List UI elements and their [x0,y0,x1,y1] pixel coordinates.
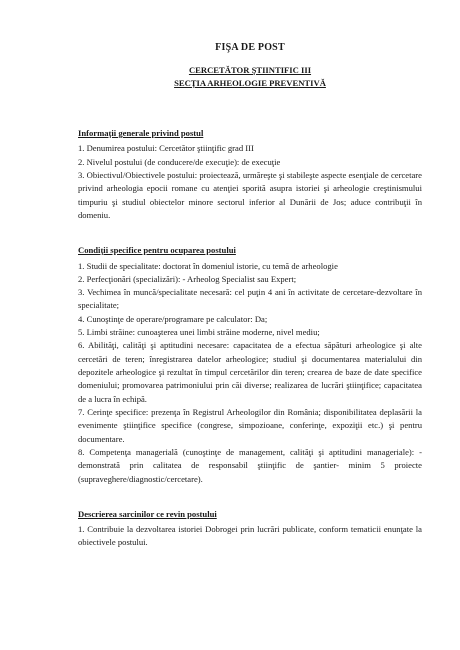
requirement-item-8: 8. Competenţa managerială (cunoştinţe de management, calităţi şi aptitudini manageriale): - demonstrată prin calitatea de responsabil ştiinţific de şantier- minim 5 proiecte (supraveghere/diagnostic/cercetare). [78,446,422,484]
position-title: CERCETĂTOR ŞTIINTIFIC III [188,64,312,75]
requirement-item-6: 6. Abilităţi, calităţi şi aptitudini necesare: capacitatea de a efectua săpături arheologice şi alte cercetări de teren; înregistrarea datelor arheologice; studiul şi documentarea materialului din depozitele arheologice şi rezultat în timpul cercetărilor din teren; crearea de baze de date specifice domeniului; promovarea patrimoniului prin căi diverse; realizarea de lucrări ştiinţifice; capacitatea de a lucra în echipă. [78,340,422,404]
requirement-item-5: 5. Limbi străine: cunoaşterea unei limbi străine moderne, nivel mediu; [78,327,320,338]
section-requirements-title: Condiţii specifice pentru ocuparea postului [78,245,236,256]
section-general-info-title: Informaţii generale privind postul [78,128,204,138]
department-title: SECŢIA ARHEOLOGIE PREVENTIVĂ [174,78,326,89]
requirement-item-4: 4. Cunoştinţe de operare/programare pe calculator: Da; [78,313,268,324]
section-tasks-title: Descrierea sarcinilor ce revin postului [78,508,217,519]
general-info-item-3: 3. Obiectivul/Obiectivele postului: proiectează, urmăreşte şi stabileşte aspecte esenţiale de cercetare privind arheologia epocii romane cu atenţiei sporită asupra istoriei şi arheologie creştinismului timpuriu şi studiul obiectelor minore sectorul inferior al Dunării de Jos; aduce contribuţii în domeniu. [78,169,422,220]
requirement-item-7: 7. Cerinţe specifice: prezenţa în Registrul Arheologilor din România; disponibilitatea deplasării la evenimente ştiinţifice specifice (congrese, simpozioane, conferinţe, expoziţii etc.) şi pentru documentare. [78,406,422,444]
task-item-1: 1. Contribuie la dezvoltarea istoriei Dobrogei prin lucrări publicate, conform tematicii enunţate la obiectivele postului. [78,524,422,548]
requirement-item-1: 1. Studii de specialitate: doctorat în domeniul istorie, cu temă de arheologie [78,260,338,271]
general-info-item-2: 2. Nivelul postului (de conducere/de execuţie): de execuţie [78,156,281,167]
requirement-item-3: 3. Vechimea în muncă/specialitate necesară: cel puţin 4 ani în activitate de cercetare-dezvoltare în specialitate; [78,287,422,311]
general-info-item-1: 1. Denumirea postului: Cercetător ştiinţific grad III [78,143,254,154]
document-title: FIŞA DE POST [215,42,285,53]
document-header [78,40,422,91]
requirement-item-2: 2. Perfecţionări (specializări): - Arheolog Specialist sau Expert; [78,273,297,284]
